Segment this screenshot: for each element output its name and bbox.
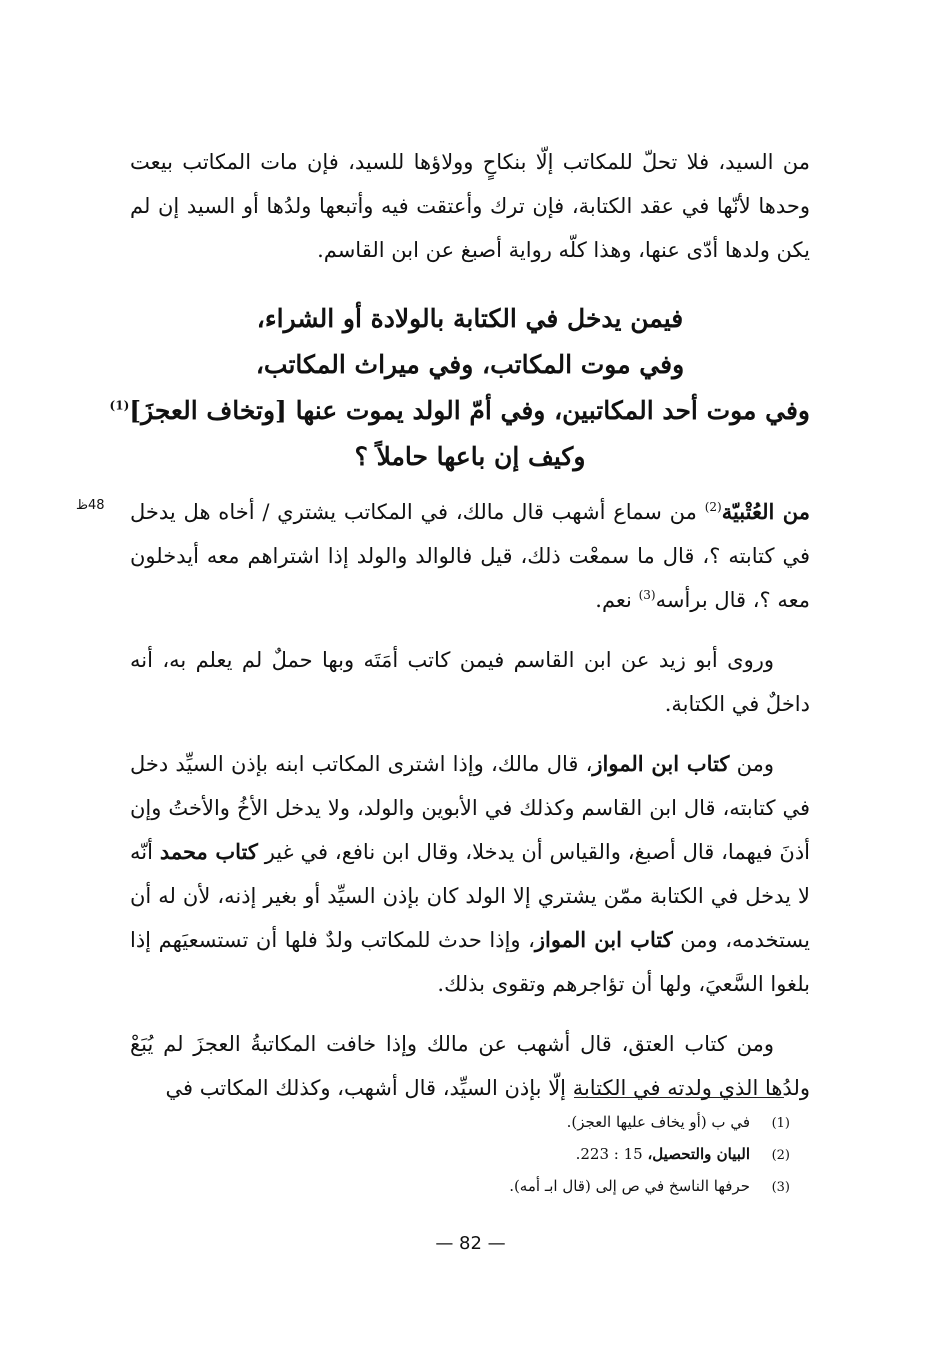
- footnote-divider: [574, 1097, 784, 1098]
- paragraph-2: وروى أبو زيد عن ابن القاسم فيمن كاتب أمَتَه وبها حملٌ لم يعلم به، أنه داخلٌ في الكتابة.: [130, 648, 810, 716]
- paragraph-3: [130, 742, 810, 1006]
- body-text-block: [130, 490, 810, 1110]
- heading-line-3: [109, 388, 810, 434]
- paragraph-1-text-a: من سماع أشهب قال مالك، في المكاتب يشتري / أخاه هل يدخل في كتابته ؟، قال ما سمعْت ذلك، قيل فالوالد والولد إذا اشتراهم معه أيدخلون معه ؟، قال برأسه: [130, 500, 810, 612]
- footnote-3-text: حرفها الناسخ في ص إلى (قال ابـ أمه).: [509, 1177, 750, 1195]
- source-reference: من العُتْبيّة: [721, 499, 810, 524]
- footnote-2-number: (2): [771, 1148, 790, 1163]
- footnote-2-text: 15 : 223.: [575, 1145, 648, 1163]
- paragraph-4: ومن كتاب العتق، قال أشهب عن مالك وإذا خافت المكاتبةُ العجزَ لم يُبَعْ ولدُها الذي ولدته في الكتابة إلّا بإذن السيِّد، قال أشهب، وكذلك المكاتب في: [130, 1032, 810, 1100]
- paragraph-3-text-2: أنّه لا يدخل في الكتابة ممّن يشتري إلا الولد كان بإذن السيِّد أو بغير إذنه، لأن له أن يستخدمه، ومن: [130, 840, 810, 952]
- paragraph-1: [130, 490, 810, 622]
- footnote-2: [420, 1139, 790, 1171]
- book-reference-1: كتاب ابن المواز: [592, 751, 730, 776]
- paragraph-1-text-b: نعم.: [595, 588, 639, 612]
- heading-line-3-text: وفي موت أحد المكاتبين، وفي أمّ الولد يموت عنها [وتخاف العجزَ]: [129, 396, 810, 425]
- book-reference-2: كتاب محمد: [159, 839, 258, 864]
- footnote-marker-2: (2): [704, 500, 722, 514]
- paragraph-3-intro: ومن: [729, 752, 774, 776]
- footnote-2-source: البيان والتحصيل،: [647, 1145, 750, 1163]
- footnote-1: [420, 1107, 790, 1139]
- footnote-1-number: (1): [771, 1116, 790, 1131]
- paragraph-3-text-3: ، وإذا حدث للمكاتب ولدٌ فلها أن تستسعيَهم إذا بلغوا السَّعيَ، ولها أن تؤاجرهم وتقوى بذلك.: [130, 928, 810, 996]
- heading-line-4: وكيف إن باعها حاملاً ؟: [354, 442, 586, 471]
- page-number: — 82 —: [435, 1233, 506, 1254]
- footnote-1-text: في ب (أو يخاف عليها العجز).: [566, 1113, 750, 1131]
- footnote-3: [420, 1171, 790, 1203]
- heading-line-2: وفي موت المكاتب، وفي ميراث المكاتب،: [255, 350, 685, 379]
- heading-footnote-marker: (1): [109, 398, 130, 413]
- chapter-heading: [109, 296, 810, 480]
- footnotes-block: [420, 1107, 790, 1203]
- top-paragraph: من السيد، فلا تحلّ للمكاتب إلّا بنكاحٍ وولاؤها للسيد، فإن مات المكاتب بيعت وحدها لأنّها في عقد الكتابة، فإن ترك وأعتقت فيه وأتبعها ولدُها أو السيد إن لم يكن ولدها أدّى عنها، وهذا كلّه رواية أصبغ عن ابن القاسم.: [130, 150, 810, 262]
- top-paragraph-block: [130, 140, 810, 272]
- paragraph-3-text-1: ، قال مالك، وإذا اشترى المكاتب ابنه بإذن السيِّد دخل في كتابته، قال ابن القاسم وكذلك في الأبوين والولد، ولا يدخل الأخُ والأختُ وإن أذنَ فيهما، قال أصبغ، والقياس أن يدخلا، وقال ابن نافع، في غير: [130, 752, 811, 864]
- heading-line-1: فيمن يدخل في الكتابة بالولادة أو الشراء،: [256, 304, 684, 333]
- footnote-marker-3: (3): [638, 588, 656, 602]
- book-reference-3: كتاب ابن المواز: [534, 927, 673, 952]
- folio-margin-note: 48ظ: [76, 498, 105, 513]
- footnote-3-number: (3): [771, 1180, 790, 1195]
